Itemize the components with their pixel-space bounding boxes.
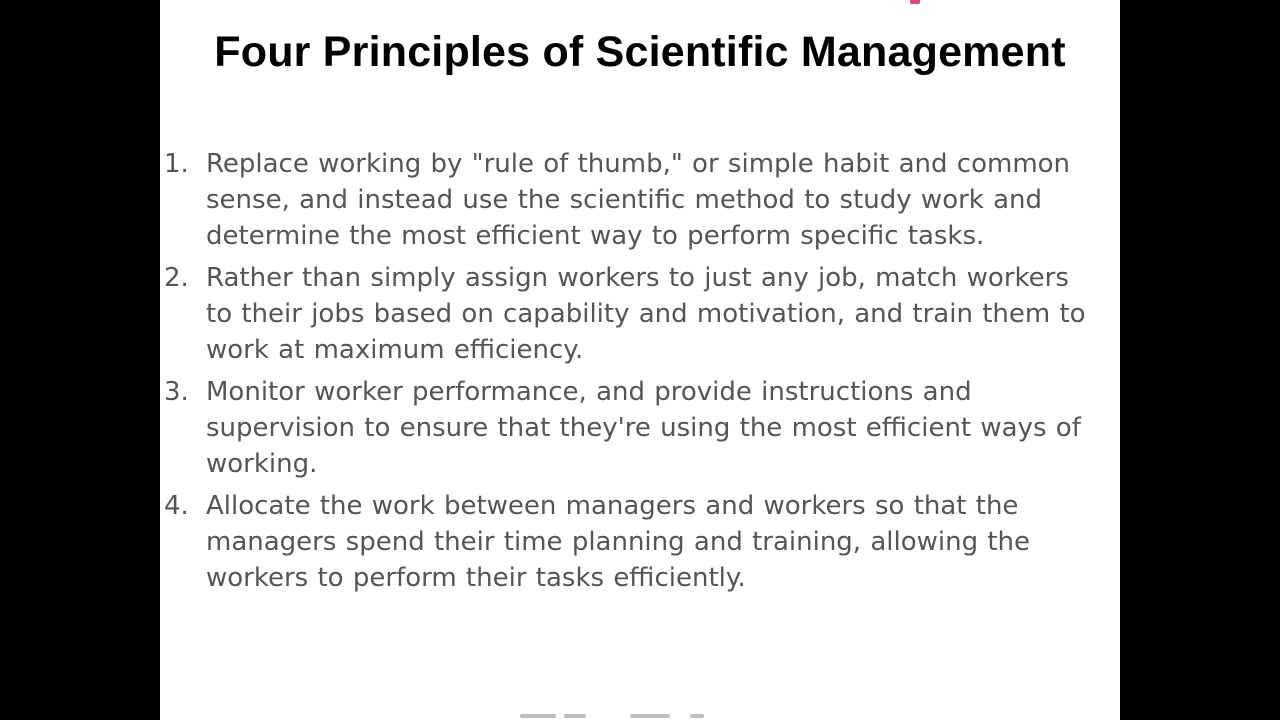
principle-number: 2. xyxy=(164,263,189,293)
principle-text: Replace working by "rule of thumb," or simple habit and common sense, and instead use the scientific method to study work and determine the most efficient way to perform specific tasks. xyxy=(206,149,1071,251)
logo-mark-icon xyxy=(910,0,920,4)
principle-text: Rather than simply assign workers to just any job, match workers to their jobs based on capability and motivation, and train them to work at maximum efficiency. xyxy=(206,263,1086,365)
principle-item-3 xyxy=(160,374,1120,482)
principle-item-1 xyxy=(160,146,1120,254)
brand-logo xyxy=(910,0,1106,4)
principle-number: 3. xyxy=(164,377,189,407)
principle-item-2 xyxy=(160,260,1120,368)
slide-title: Four Principles of Scientific Management xyxy=(214,28,1066,76)
principle-item-4 xyxy=(160,488,1120,596)
principles-list xyxy=(160,146,1120,602)
principle-number: 4. xyxy=(164,491,189,521)
principle-number: 1. xyxy=(164,149,189,179)
footer-watermark xyxy=(520,714,710,720)
presentation-slide xyxy=(160,0,1120,720)
principle-text: Allocate the work between managers and workers so that the managers spend their time planning and training, allowing the workers to perform their tasks efficiently. xyxy=(206,491,1031,593)
principle-text: Monitor worker performance, and provide instructions and supervision to ensure that they're using the most efficient ways of working. xyxy=(206,377,1081,479)
